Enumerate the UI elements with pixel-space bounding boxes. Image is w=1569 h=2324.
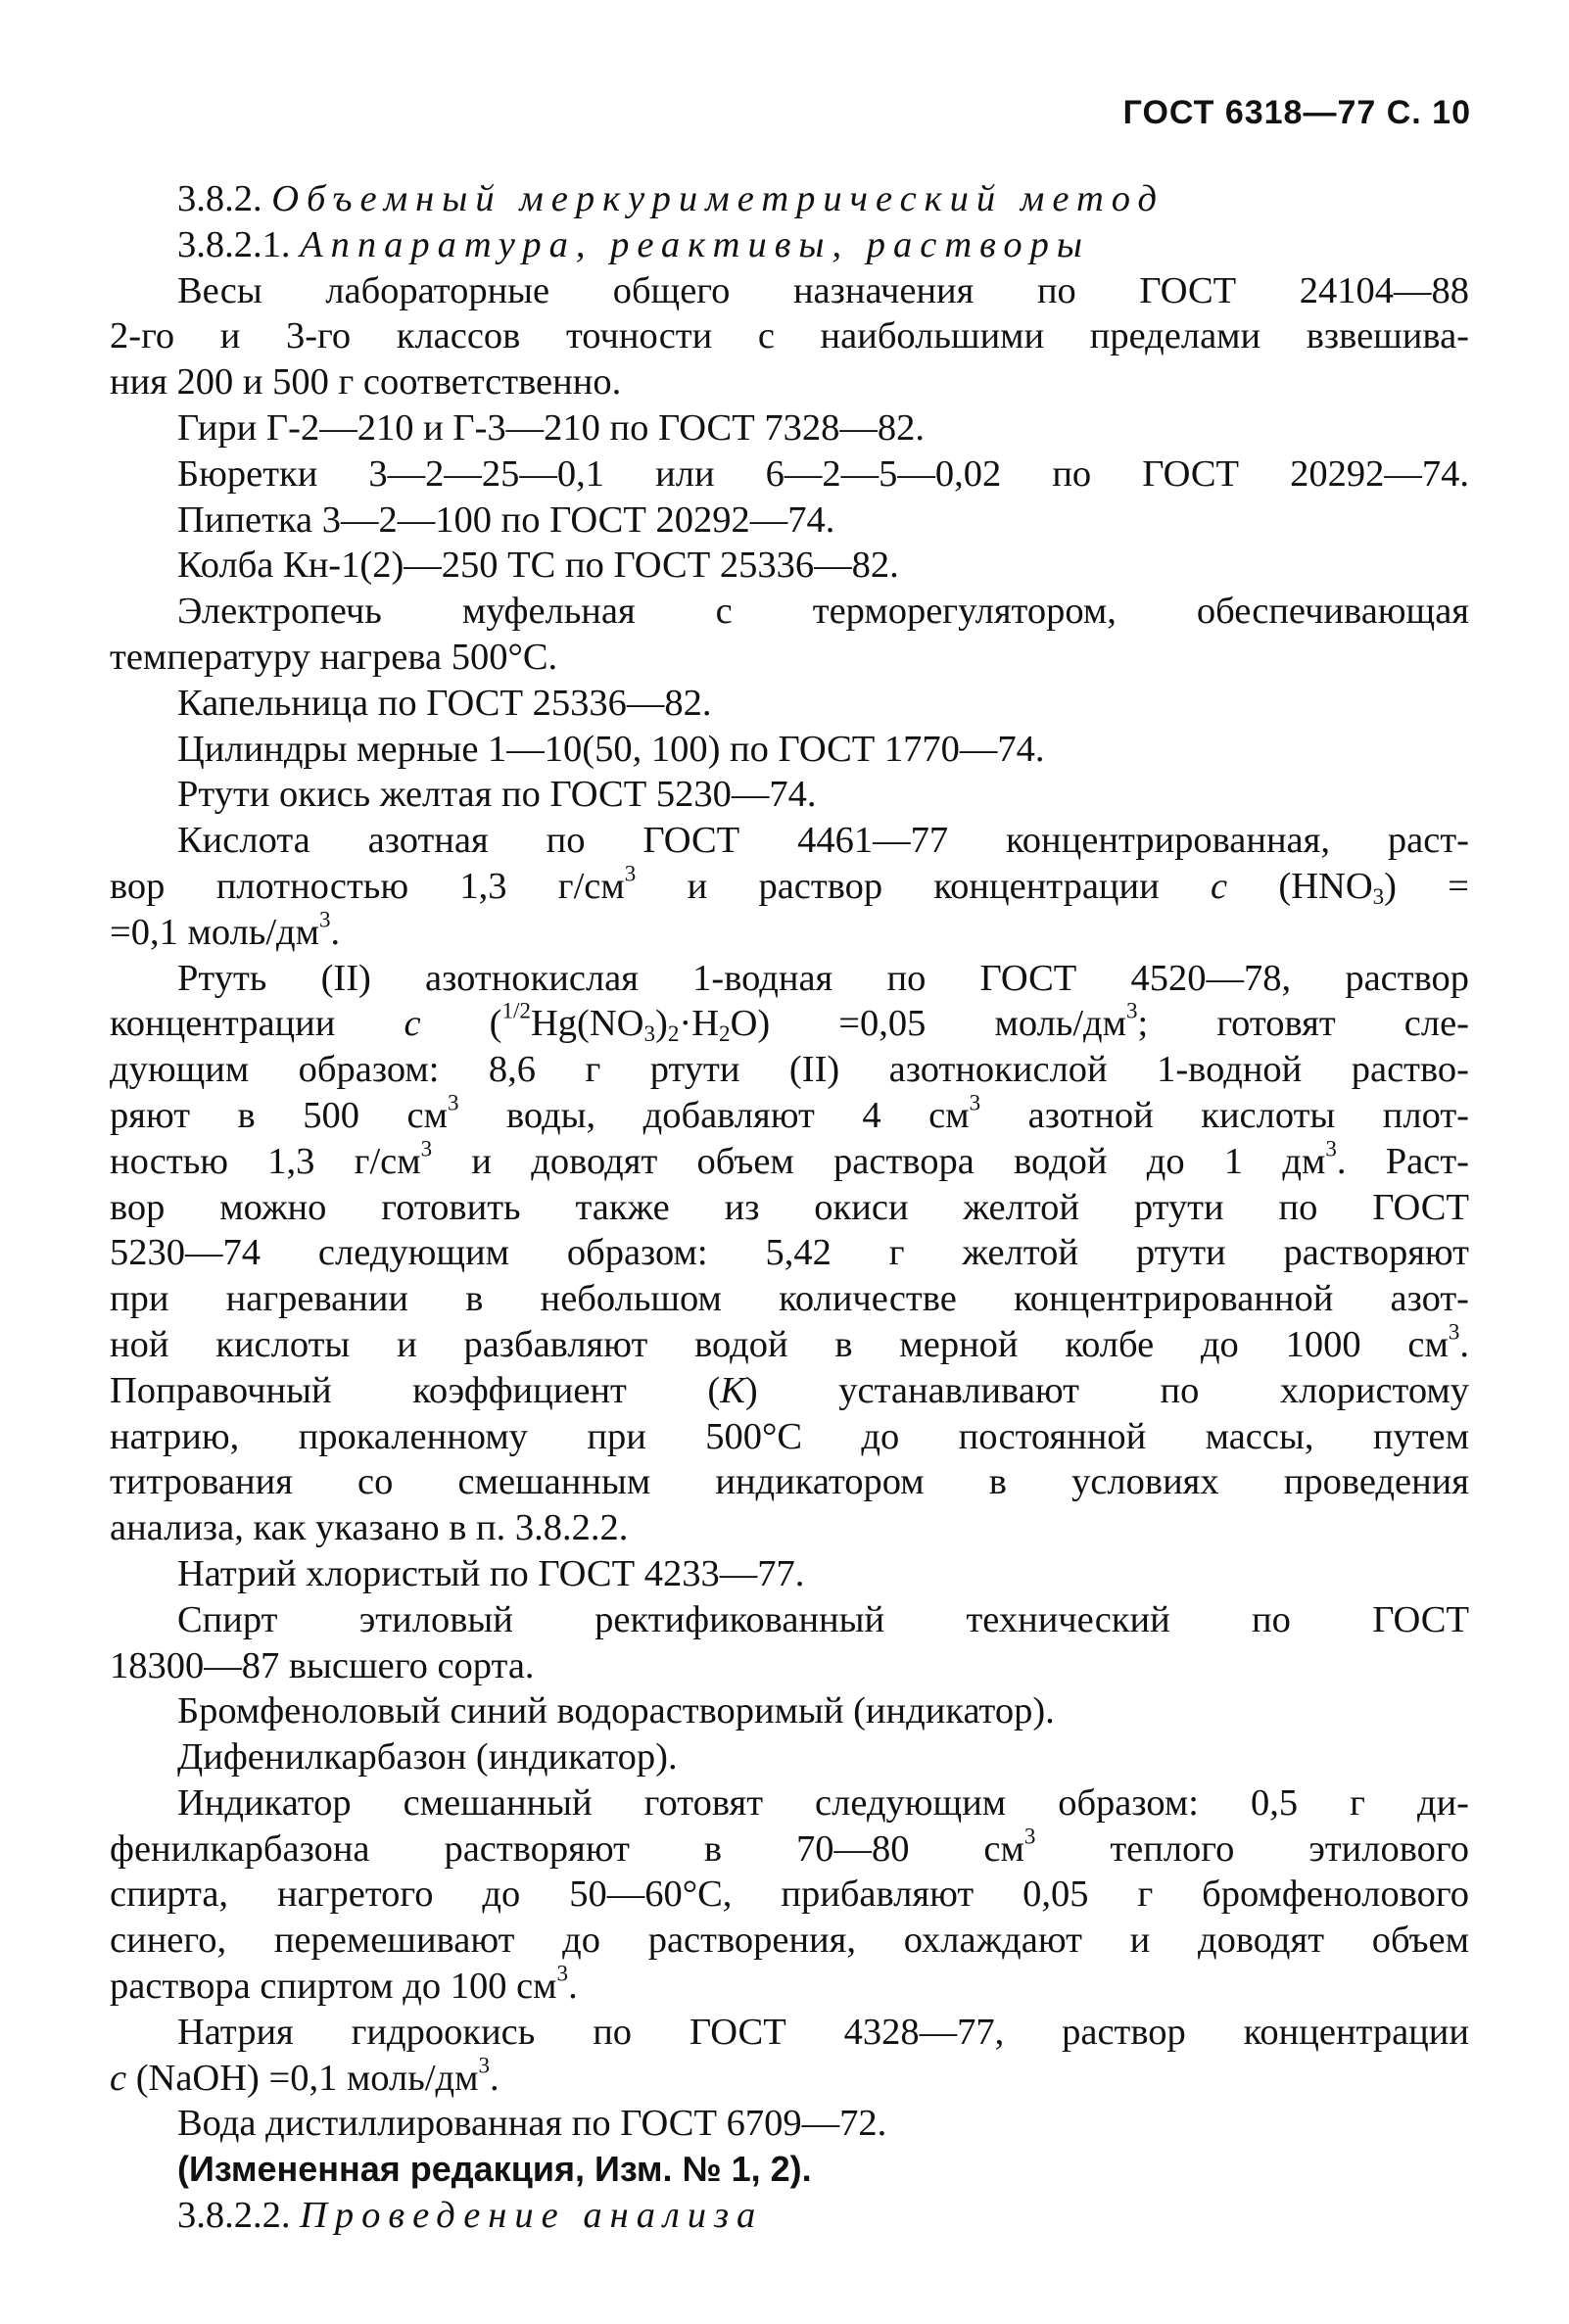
paragraph-line: 5230—74 следующим образом: 5,42 г желтой ртути растворяют	[110, 1232, 1469, 1274]
superscript: 3	[969, 1092, 981, 1115]
subscript: 3	[1372, 882, 1385, 909]
text-run: ностью 1,3 г/см	[110, 1140, 421, 1182]
subscript: 2	[719, 1020, 731, 1047]
list-item: Дифенилкарбазон (индикатор).	[177, 1736, 678, 1779]
subsection-number: 3.8.2.2.	[177, 2195, 291, 2237]
text-run: ) =	[1384, 865, 1469, 907]
list-item: Гири Г-2—210 и Г-3—210 по ГОСТ 7328—82.	[177, 406, 926, 449]
subsection-number: 3.8.2.1.	[177, 223, 291, 265]
subsection-title: Проведение анализа	[300, 2195, 764, 2237]
variable: K	[720, 1369, 745, 1411]
superscript: 3	[624, 863, 637, 886]
superscript: 3	[1126, 1001, 1138, 1024]
section-number: 3.8.2.	[177, 178, 262, 219]
text-run: .	[568, 1966, 578, 2008]
text-run: азотной кислоты плот-	[980, 1094, 1469, 1136]
text-run: ; готовят сле-	[1137, 1003, 1469, 1045]
fraction: 1/2	[501, 1001, 531, 1024]
superscript: 3	[1448, 1321, 1460, 1345]
text-run: .	[490, 2057, 499, 2099]
list-item: Колба Кн-1(2)—250 ТС по ГОСТ 25336—82.	[177, 545, 899, 587]
paragraph-line	[110, 1826, 1469, 1873]
text-run: вор плотностью 1,3 г/см	[110, 865, 625, 907]
section-title: Объемный меркуриметрический метод	[271, 178, 1165, 219]
paragraph-line	[110, 2052, 1469, 2102]
text-run: )	[655, 1003, 668, 1045]
variable: c	[1211, 865, 1228, 907]
paragraph-line	[110, 864, 1469, 910]
superscript: 3	[1023, 1826, 1036, 1849]
text-run: теплого этилового	[1035, 1827, 1469, 1870]
paragraph-line	[110, 1368, 1469, 1414]
paragraph-line: Электропечь муфельная с терморегулятором, обеспечивающая	[177, 591, 1469, 633]
text-run: фенилкарбазона растворяют в 70—80 см	[110, 1827, 1024, 1870]
text-run: ряют в 500 см	[110, 1094, 448, 1136]
subsection-heading	[110, 2193, 1469, 2239]
paragraph-line: Весы лабораторные общего назначения по ГОСТ 24104—88	[177, 269, 1469, 311]
text-run: ной кислоты и разбавляют водой в мерной колбе до 1000 см	[110, 1323, 1449, 1365]
text-run: Поправочный коэффициент (	[110, 1369, 721, 1411]
paragraph-line	[110, 906, 1469, 956]
list-item: Бюретки 3—2—25—0,1 или 6—2—5—0,02 по ГОСТ 20292—74.	[177, 452, 1469, 495]
superscript: 3	[420, 1138, 433, 1162]
superscript: 3	[556, 1960, 569, 1986]
text-run: концентрации	[110, 1003, 404, 1045]
subsection-title: Аппаратура, реактивы, растворы	[300, 223, 1090, 265]
superscript: 3	[319, 906, 331, 932]
paragraph-line: титрования со смешанным индикатором в условиях проведения	[110, 1461, 1469, 1503]
paragraph-line: Кислота азотная по ГОСТ 4461—77 концентрированная, раст-	[177, 820, 1469, 862]
paragraph-line: дующим образом: 8,6 г ртути (II) азотнокислой 1-водной раство-	[110, 1049, 1469, 1091]
paragraph-line: 18300—87 высшего сорта.	[110, 1644, 535, 1686]
text-run: .	[1459, 1323, 1469, 1365]
paragraph-line: Натрия гидроокись по ГОСТ 4328—77, раствор концентрации	[177, 2011, 1469, 2053]
list-item: Капельница по ГОСТ 25336—82.	[177, 682, 712, 724]
text-run: .	[330, 911, 341, 953]
text-run: и доводят объем раствора водой до 1 дм	[432, 1140, 1326, 1182]
text-run: . Раст-	[1336, 1140, 1469, 1182]
paragraph-line: спирта, нагретого до 50—60°С, прибавляют 0,05 г бромфенолового	[110, 1873, 1469, 1916]
paragraph-line: вор можно готовить также из окиси желтой ртути по ГОСТ	[110, 1186, 1469, 1228]
paragraph-line: Спирт этиловый ректификованный технический по ГОСТ	[177, 1598, 1469, 1640]
paragraph-line	[110, 1322, 1469, 1368]
paragraph-line: анализа, как указано в п. 3.8.2.2.	[110, 1507, 629, 1549]
variable: c	[110, 2057, 127, 2099]
paragraph-line: Ртуть (II) азотнокислая 1-водная по ГОСТ 4520—78, раствор	[177, 957, 1469, 999]
subscript: 2	[667, 1020, 680, 1047]
section-heading	[110, 176, 1469, 222]
text-run: ·H	[679, 1003, 720, 1045]
text-run: (	[420, 1003, 502, 1045]
paragraph-line	[110, 1001, 1469, 1047]
paragraph-line	[110, 1093, 1469, 1139]
text-run: ) устанавливают по хлористому	[744, 1369, 1469, 1411]
variable: c	[404, 1003, 421, 1045]
list-item: Ртути окись желтая по ГОСТ 5230—74.	[177, 774, 817, 816]
list-item: Пипетка 3—2—100 по ГОСТ 20292—74.	[177, 498, 835, 541]
paragraph-line: температуру нагрева 500°С.	[110, 636, 558, 678]
text-run: Hg(NO	[530, 1003, 644, 1045]
superscript: 3	[1325, 1138, 1337, 1162]
text-run: раствора спиртом до 100 см	[110, 1966, 557, 2008]
text-run: O) =0,05 моль/дм	[730, 1003, 1126, 1045]
paragraph-line: 2-го и 3-го классов точности с наибольшими пределами взвешива-	[110, 315, 1469, 357]
subsection-heading	[110, 222, 1469, 268]
paragraph-line	[110, 1139, 1469, 1185]
text-run: воды, добавляют 4 см	[458, 1094, 970, 1136]
text-run: =0,1 моль/дм	[110, 911, 319, 953]
list-item: Вода дистиллированная по ГОСТ 6709—72.	[177, 2103, 887, 2145]
list-item: Бромфеноловый синий водорастворимый (индикатор).	[177, 1690, 1055, 1732]
superscript: 3	[478, 2052, 491, 2078]
list-item: Натрий хлористый по ГОСТ 4233—77.	[177, 1552, 805, 1594]
text-run: (HNO	[1227, 865, 1373, 907]
list-item: Цилиндры мерные 1—10(50, 100) по ГОСТ 1770—74.	[177, 728, 1045, 770]
text-run: и раствор концентрации	[636, 865, 1212, 907]
body-text	[110, 176, 1469, 2239]
amendment-note: (Измененная редакция, Изм. № 1, 2).	[177, 2149, 812, 2190]
paragraph-line: Индикатор смешанный готовят следующим образом: 0,5 г ди-	[177, 1781, 1469, 1824]
paragraph-line: натрию, прокаленному при 500°С до постоянной массы, путем	[110, 1415, 1469, 1457]
paragraph-line: ния 200 и 500 г соответственно.	[110, 361, 622, 403]
subscript: 3	[643, 1020, 656, 1047]
superscript: 3	[447, 1092, 459, 1115]
paragraph-line: при нагревании в небольшом количестве концентрированной азот-	[110, 1278, 1469, 1320]
paragraph-line	[110, 1960, 1469, 2010]
running-head: ГОСТ 6318—77 С. 10	[1122, 94, 1471, 131]
paragraph-line: синего, перемешивают до растворения, охлаждают и доводят объем	[110, 1920, 1469, 1962]
text-run: (NaOH) =0,1 моль/дм	[126, 2057, 479, 2099]
